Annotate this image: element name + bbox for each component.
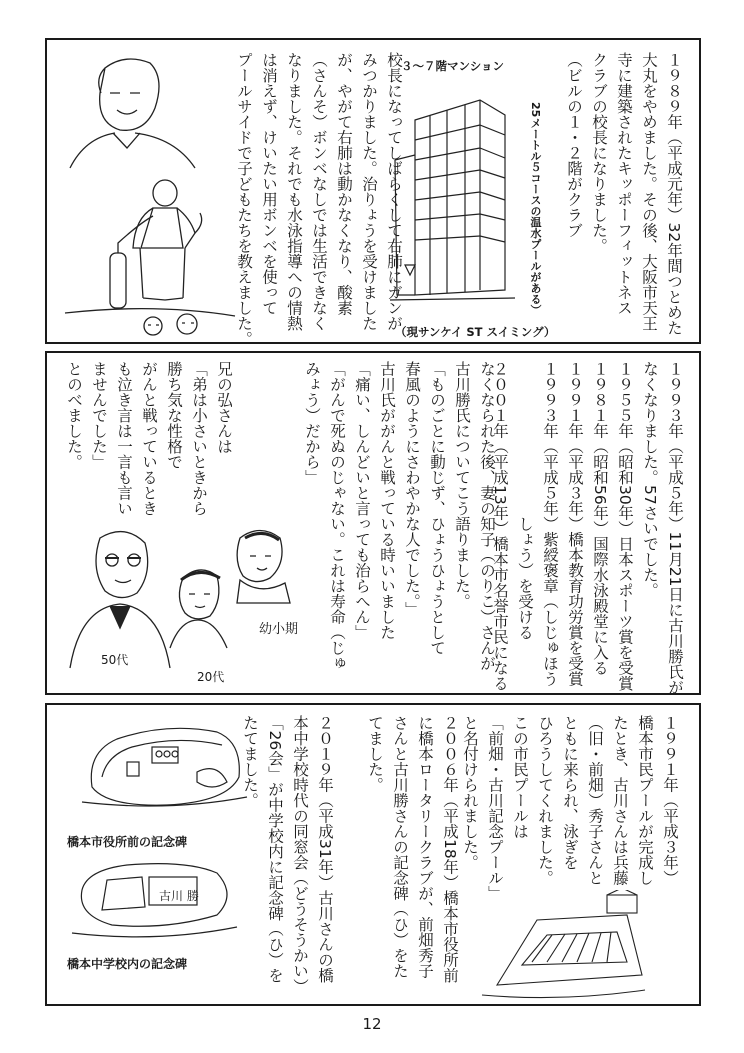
building-caption-side: 25メートル５コースの温水プールがある） xyxy=(529,102,542,316)
portrait-sketches xyxy=(65,508,295,688)
caption-school-monument: 橋本中学校内の記念碑 xyxy=(67,957,188,971)
page-number: 12 xyxy=(362,1015,382,1033)
panel3-right-text: １９９１年（平成３年） 橋本市民プールが完成し たとき、古川さんは兵藤 （旧・前畑）秀子さんと ともに来られ、泳ぎを ひろうしてくれました。 この市民プールは 「前畑・古川記念プール」 と名付けられました。 xyxy=(461,715,679,901)
caption-city-hall-monument: 橋本市役所前の記念碑 xyxy=(67,835,188,849)
building-caption-top: ３～７階マンション xyxy=(401,59,504,73)
panel1-right-text: １９８９年（平成元年）32年間つとめた 大丸をやめました。その後、大阪市天王 寺に建築されたキッポーフィットネス クラブの校長になりました。 （ビルの１・２階がクラブ xyxy=(565,52,683,336)
panel1-left-text: 校長になってしばらくして右肺にガンが みつかりました。治りょうを受けました が、やがて右肺は動かなくなり、酸素 （さんそ）ボンベなしでは生活できなく なりました。それでも水泳指導への情熱 は消えず、けいたい用ボンベを使って プールサイドで子どもたちを教えました。 xyxy=(235,52,403,347)
panel2-middle-text: なくなられた後、妻の知子（のりこ）さんが 古川勝氏についてこう語りました。 「ものごとに動じず、ひょうひょうとして 春風のようにさわやかな人でした。」 古川氏ががんと戦っている時いいました 「痛い、しんどいと言っても治らへん」 「がんで死ぬのじゃない。これは寿命（じゅ みょう）だから」 xyxy=(303,361,496,671)
panel2-left-text: 兄の弘さんは 「弟は小さいときから 勝ち気な性格で がんと戦っているとき も泣き言は一言も言い ませんでした」 とのべました。 xyxy=(65,361,233,516)
portrait-label-20s: 20代 xyxy=(197,670,225,684)
portrait-label-50s: 50代 xyxy=(101,653,129,667)
panel-memorials xyxy=(45,703,701,1006)
building-caption-bottom: （現サンケイ ST スイミング） xyxy=(395,325,556,339)
panel-passing xyxy=(45,351,701,695)
coach-portrait-sketch xyxy=(55,48,245,338)
building-sketch xyxy=(385,60,530,320)
stone-name-text: 古川 勝 xyxy=(159,889,199,903)
monument-school-sketch xyxy=(67,855,242,940)
portrait-label-child: 幼小期 xyxy=(259,622,299,637)
panel3-middle-text: ２００６年（平成18年）橋本市役所前 に橋本ロータリークラブが、前畑秀子 さんと古川勝さんの記念碑（ひ）をた てました。 ２０１９年（平成31年）古川さんの橋 本中学校時代の同窓会（どうそうかい） 「26会」が中学校内に記念碑（ひ）を たてました。 xyxy=(241,715,459,994)
monument-city-hall-sketch xyxy=(77,717,252,817)
panel-career xyxy=(45,38,701,347)
panel2-right-text: １９９３年（平成５年）11月21日に古川勝氏が なくなりました。57さいでした。 １９５５年（昭和30年）日本スポーツ賞を受賞 １９８１年（昭和56年）国際水泳殿堂に入る １９９１年（平成３年）橋本教育功労賞を受賞 １９９３年（平成５年）紫綬褒章（しじゅほう しょう）を受ける ２００１年（平成13年）橋本市名誉市民になる xyxy=(491,361,684,695)
